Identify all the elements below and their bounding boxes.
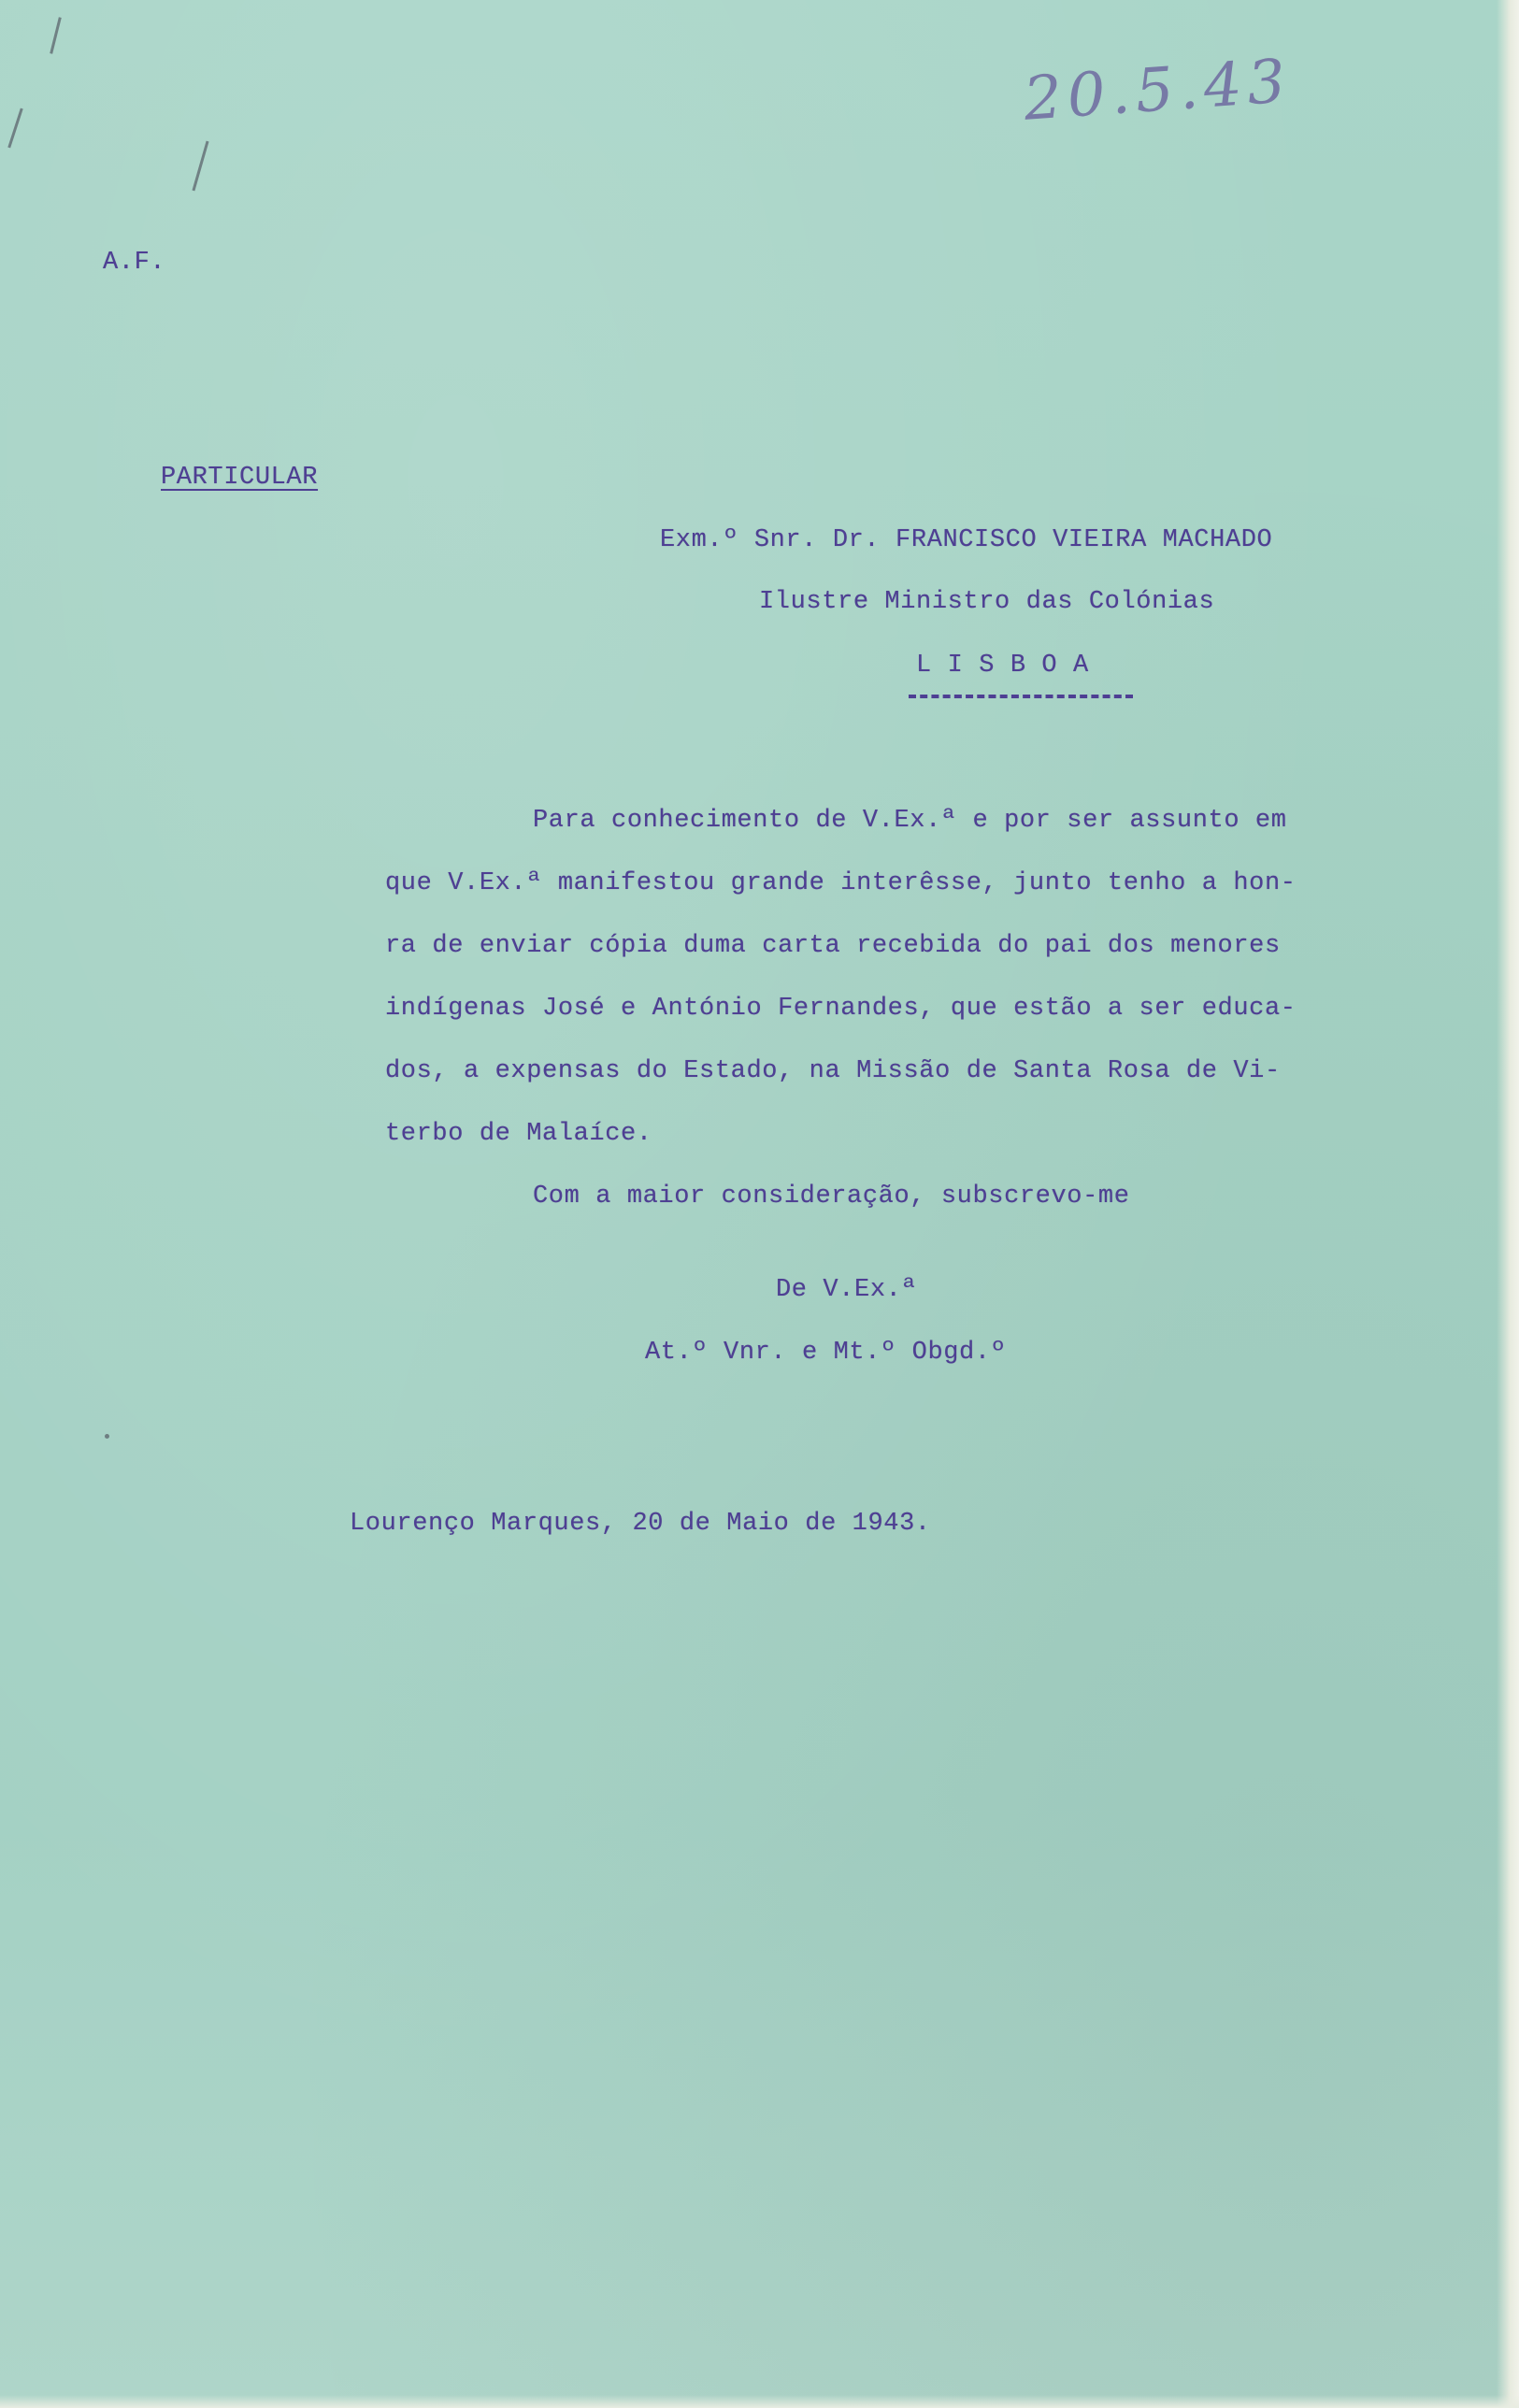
- closing-line: Com a maior consideração, subscrevo-me: [533, 1182, 1130, 1211]
- paper-edge-right: [1497, 0, 1519, 2408]
- stray-dot: [105, 1434, 109, 1439]
- closing-signoff: At.º Vnr. e Mt.º Obgd.º: [645, 1339, 1007, 1367]
- handwritten-date: 20.5.43: [1021, 47, 1294, 135]
- body-line: indígenas José e António Fernandes, que estão a ser educa-: [385, 995, 1297, 1023]
- recipient-title: Ilustre Ministro das Colónias: [759, 588, 1215, 616]
- body-line: dos, a expensas do Estado, na Missão de Santa Rosa de Vi-: [385, 1057, 1281, 1085]
- classification-heading: PARTICULAR: [161, 464, 319, 492]
- body-line: terbo de Malaíce.: [385, 1120, 652, 1148]
- city-underline-rule: [909, 695, 1133, 698]
- recipient-city: L I S B O A: [916, 652, 1089, 680]
- stray-mark: [7, 108, 22, 149]
- initials: A.F.: [103, 249, 166, 277]
- recipient-salutation: Exm.º Snr. Dr. FRANCISCO VIEIRA MACHADO: [660, 526, 1273, 554]
- body-line: Para conhecimento de V.Ex.ª e por ser assunto em: [533, 807, 1287, 835]
- stray-mark: [192, 141, 208, 192]
- stray-mark: [50, 17, 62, 54]
- paper-edge-bottom: [0, 2395, 1519, 2408]
- body-line: que V.Ex.ª manifestou grande interêsse, junto tenho a hon-: [385, 869, 1297, 897]
- place-and-date: Lourenço Marques, 20 de Maio de 1943.: [350, 1510, 931, 1538]
- body-line: ra de enviar cópia duma carta recebida do pai dos menores: [385, 932, 1281, 960]
- closing-salutation: De V.Ex.ª: [776, 1276, 918, 1304]
